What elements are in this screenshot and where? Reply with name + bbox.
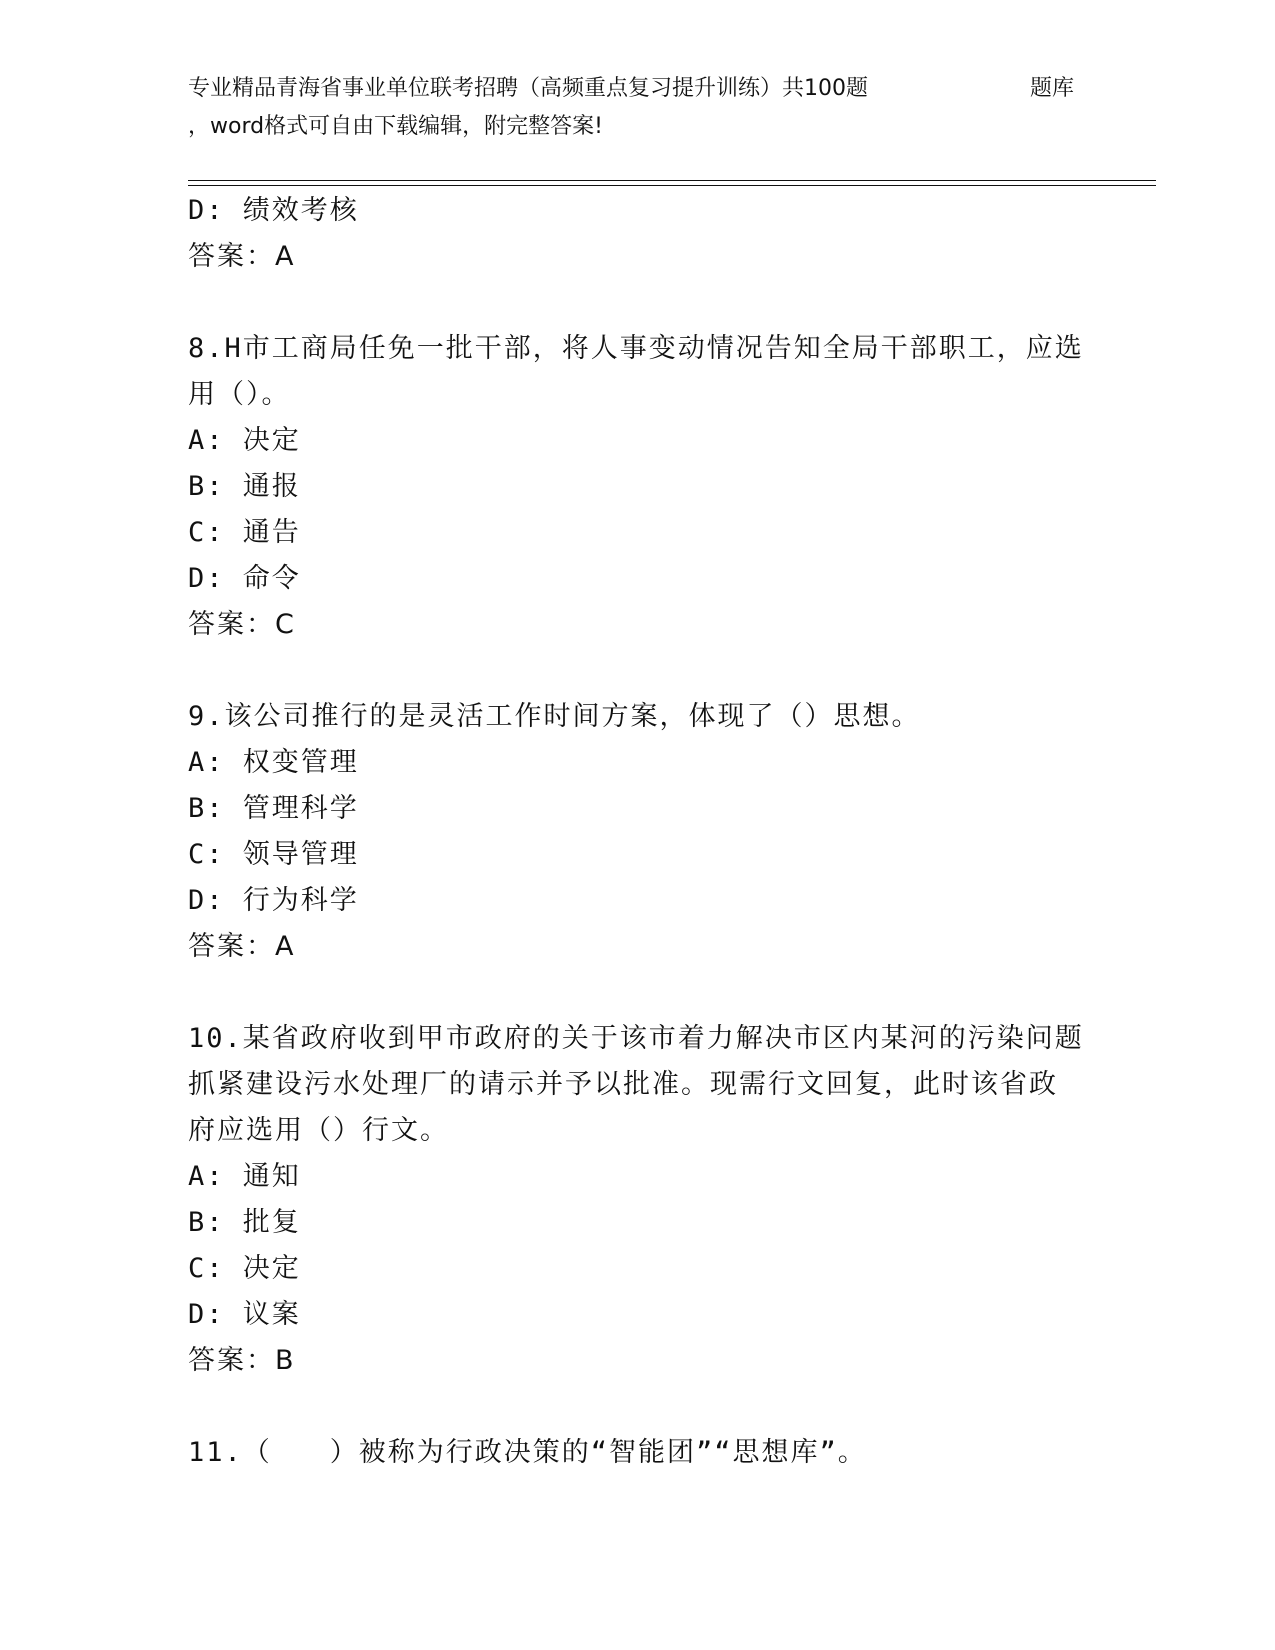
question-stem-cont: 抓紧建设污水处理厂的请示并予以批准。现需行文回复，此时该省政	[188, 1069, 1058, 1100]
spacer	[188, 280, 1088, 326]
option-a: A: 决定	[188, 425, 301, 456]
page-header	[188, 74, 1148, 142]
option-d: D: 行为科学	[188, 885, 359, 916]
question-stem: 11.（ ）被称为行政决策的“智能团”“思想库”。	[188, 1437, 867, 1468]
question-9	[188, 694, 1088, 970]
option-c: C: 通告	[188, 517, 301, 548]
header-title-text: 专业精品青海省事业单位联考招聘（高频重点复习提升训练）共100题	[188, 76, 868, 101]
question-10	[188, 1016, 1088, 1384]
option-d: D: 议案	[188, 1299, 301, 1330]
question-stem: 10.某省政府收到甲市政府的关于该市着力解决市区内某河的污染问题	[188, 1023, 1084, 1054]
answer-label: 答案：B	[188, 1345, 296, 1376]
question-8	[188, 326, 1088, 648]
option-b: B: 批复	[188, 1207, 301, 1238]
option-d: D: 绩效考核	[188, 195, 359, 226]
answer-label: 答案：C	[188, 609, 296, 640]
question-stem: 9.该公司推行的是灵活工作时间方案，体现了（）思想。	[188, 701, 921, 732]
option-b: B: 通报	[188, 471, 301, 502]
question-stem-cont: 用（）。	[188, 379, 291, 410]
answer-label: 答案：A	[188, 931, 296, 962]
question-11	[188, 1430, 1088, 1476]
option-a: A: 通知	[188, 1161, 301, 1192]
spacer	[188, 1384, 1088, 1430]
option-c: C: 决定	[188, 1253, 301, 1284]
header-divider-bottom	[188, 185, 1156, 186]
question-list	[188, 188, 1088, 1476]
question-7-tail	[188, 188, 1088, 280]
spacer	[188, 648, 1088, 694]
question-stem-cont: 府应选用（）行文。	[188, 1115, 449, 1146]
answer-label: 答案：A	[188, 241, 296, 272]
header-divider-top	[188, 180, 1156, 181]
option-b: B: 管理科学	[188, 793, 359, 824]
question-stem: 8.H市工商局任免一批干部，将人事变动情况告知全局干部职工，应选	[188, 333, 1084, 364]
header-title-line2: ，word格式可自由下载编辑，附完整答案!	[188, 114, 603, 139]
option-c: C: 领导管理	[188, 839, 359, 870]
option-a: A: 权变管理	[188, 747, 359, 778]
option-d: D: 命令	[188, 563, 301, 594]
header-title-right: 题库	[1030, 76, 1075, 101]
header-title-line1	[188, 74, 1148, 104]
spacer	[188, 970, 1088, 1016]
